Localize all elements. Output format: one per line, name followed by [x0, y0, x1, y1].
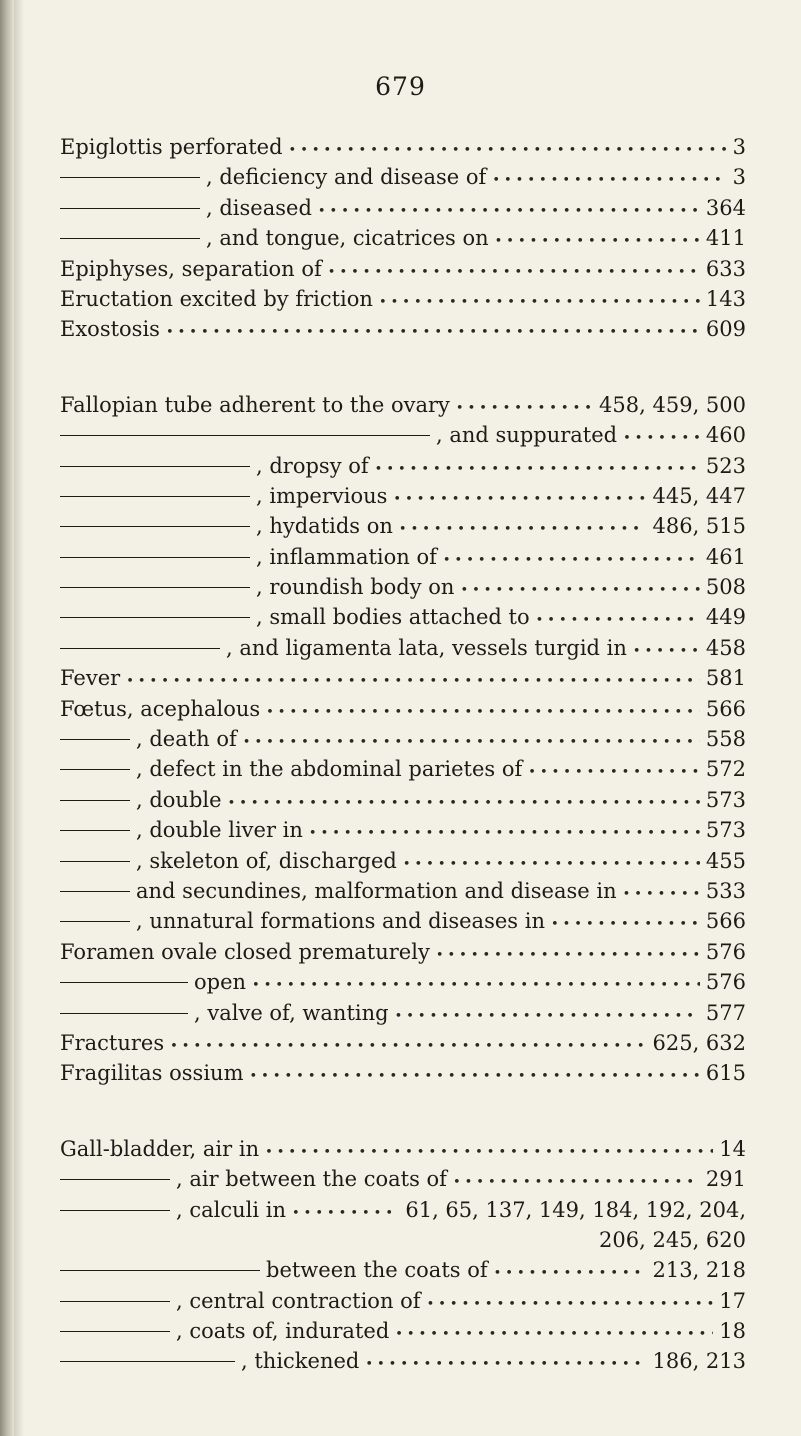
index-entry [60, 1137, 746, 1167]
entry-label: , central contraction of [176, 1288, 421, 1313]
ditto-rule [60, 587, 250, 588]
entry-label: Foramen ovale closed prematurely [60, 939, 430, 964]
index-entry [60, 257, 746, 287]
entry-label: Eructation excited by friction [60, 286, 373, 311]
entry-pages: 573 [705, 787, 746, 812]
ditto-rule [60, 1270, 260, 1271]
dot-leader [623, 887, 700, 902]
dot-leader [492, 173, 726, 188]
entry-pages: 460 [705, 423, 746, 448]
entry-label: between the coats of [266, 1258, 488, 1283]
index-entry [60, 1167, 746, 1197]
entry-pages: 186, 213 [652, 1349, 746, 1374]
ditto-rule [60, 861, 130, 862]
entry-pages: 445, 447 [652, 483, 746, 508]
dot-leader [126, 674, 700, 689]
entry-label: open [194, 970, 247, 995]
entry-pages: 576 [705, 970, 746, 995]
ditto-rule [60, 557, 250, 558]
entry-label: Fallopian tube adherent to the ovary [60, 392, 450, 417]
entry-pages: 486, 515 [652, 514, 746, 539]
index-entry [60, 423, 746, 453]
dot-leader [436, 948, 700, 963]
dot-leader [170, 1039, 646, 1054]
entry-pages: 17 [719, 1288, 746, 1313]
entry-label: , hydatids on [256, 514, 393, 539]
index-entry [60, 909, 746, 939]
entry-pages: 143 [705, 286, 746, 311]
ditto-rule [60, 921, 130, 922]
dot-leader [403, 857, 700, 872]
ditto-rule [60, 830, 130, 831]
ditto-rule [60, 1210, 170, 1211]
entry-pages: 572 [705, 757, 746, 782]
ditto-rule [60, 1301, 170, 1302]
ditto-rule [60, 208, 200, 209]
dot-leader [375, 462, 700, 477]
entry-pages: 61, 65, 137, 149, 184, 192, 204, [405, 1197, 746, 1222]
index-entry [60, 1319, 746, 1349]
entry-label: Fever [60, 666, 121, 691]
dot-leader [318, 204, 700, 219]
entry-label: and secundines, malformation and disease in [136, 878, 617, 903]
index-entry [60, 1198, 746, 1228]
entry-pages: 566 [705, 696, 746, 721]
entry-label: , coats of, indurated [176, 1319, 390, 1344]
dot-leader [456, 401, 593, 416]
entry-label: , small bodies attached to [256, 605, 530, 630]
ditto-rule [60, 526, 250, 527]
index-entry [60, 849, 746, 879]
entry-pages: 364 [705, 195, 746, 220]
entry-pages: 3 [732, 165, 746, 190]
index-entry-continuation [60, 1228, 746, 1258]
entry-label: Epiglottis perforated [60, 135, 283, 159]
index-entry [60, 757, 746, 787]
entry-label: , and suppurated [436, 423, 618, 448]
entry-label: , dropsy of [256, 453, 369, 478]
entry-pages: 213, 218 [652, 1258, 746, 1283]
dot-leader [395, 1327, 713, 1342]
index-entry [60, 545, 746, 575]
entry-label: Epiphyses, separation of [60, 256, 322, 281]
index-entry [60, 226, 746, 256]
index-entry [60, 605, 746, 635]
ditto-rule [60, 1361, 235, 1362]
dot-leader [265, 1145, 713, 1160]
book-spine-shadow [14, 0, 24, 1436]
dot-leader [292, 1206, 399, 1221]
entry-label: , skeleton of, discharged [136, 848, 397, 873]
page-number: 679 [375, 72, 426, 101]
entry-pages: 581 [705, 666, 746, 691]
entry-pages: 206, 245, 620 [599, 1227, 746, 1252]
index-entry [60, 317, 746, 347]
entry-pages: 576 [705, 939, 746, 964]
dot-leader [495, 234, 700, 249]
dot-leader [328, 265, 700, 280]
index-entry [60, 196, 746, 226]
index-entry [60, 940, 746, 970]
entry-label: , valve of, wanting [194, 1000, 389, 1025]
entry-label: , double liver in [136, 818, 303, 843]
entry-pages: 609 [705, 317, 746, 342]
entry-pages: 411 [705, 226, 746, 251]
entry-pages: 458, 459, 500 [599, 392, 746, 417]
dot-leader [243, 735, 700, 750]
ditto-rule [60, 177, 200, 178]
book-spine-edge [0, 0, 14, 1436]
entry-label: , and tongue, cicatrices on [206, 226, 489, 251]
entry-pages: 449 [705, 605, 746, 630]
ditto-rule [60, 1179, 170, 1180]
index-entry [60, 727, 746, 757]
ditto-rule [60, 891, 130, 892]
index-entry [60, 135, 746, 165]
index-entry [60, 1349, 746, 1379]
index-entry [60, 514, 746, 544]
entry-label: , death of [136, 727, 237, 752]
entry-label: , and ligamenta lata, vessels turgid in [226, 635, 627, 660]
index-entry [60, 454, 746, 484]
dot-leader [399, 522, 647, 537]
index-entry [60, 287, 746, 317]
index-entry [60, 879, 746, 909]
ditto-rule [60, 617, 250, 618]
entry-pages: 3 [732, 135, 746, 159]
entry-pages: 633 [705, 256, 746, 281]
entry-pages: 566 [705, 909, 746, 934]
entry-label: , calculi in [176, 1197, 286, 1222]
entry-pages: 533 [705, 878, 746, 903]
index-entry [60, 666, 746, 696]
entry-pages: 14 [719, 1136, 746, 1161]
ditto-rule [60, 466, 250, 467]
entry-label: , defect in the abdominal parietes of [136, 757, 523, 782]
dot-leader [460, 583, 699, 598]
section-gap [60, 1092, 746, 1137]
entry-pages: 458 [705, 635, 746, 660]
dot-leader [427, 1297, 714, 1312]
dot-leader [494, 1266, 647, 1281]
entry-pages: 523 [705, 453, 746, 478]
entry-label: , roundish body on [256, 575, 455, 600]
entry-label: Fragilitas ossium [60, 1061, 244, 1086]
dot-leader [443, 553, 700, 568]
entry-label: Gall-bladder, air in [60, 1136, 260, 1161]
dot-leader [528, 765, 700, 780]
dot-leader [633, 644, 700, 659]
entry-pages: 508 [705, 575, 746, 600]
dot-leader [551, 917, 700, 932]
entry-pages: 291 [705, 1167, 746, 1192]
entry-label: , double [136, 787, 222, 812]
ditto-rule [60, 1331, 170, 1332]
dot-leader [536, 613, 700, 628]
ditto-rule [60, 739, 130, 740]
index-entry [60, 165, 746, 195]
ditto-rule [60, 982, 188, 983]
index-entry [60, 788, 746, 818]
entry-label: , diseased [206, 195, 312, 220]
dot-leader [309, 826, 700, 841]
dot-leader [252, 978, 700, 993]
entry-label: , unnatural formations and diseases in [136, 909, 545, 934]
dot-leader [249, 1069, 699, 1084]
section-gap [60, 348, 746, 393]
entry-pages: 577 [705, 1000, 746, 1025]
ditto-rule [60, 435, 430, 436]
entry-pages: 615 [705, 1061, 746, 1086]
index-entry [60, 575, 746, 605]
entry-label: , impervious [256, 483, 388, 508]
entry-label: Exostosis [60, 317, 160, 342]
dot-leader [623, 431, 700, 446]
entry-pages: 461 [705, 544, 746, 569]
ditto-rule [60, 769, 130, 770]
index-entry [60, 1001, 746, 1031]
entry-label: Fractures [60, 1030, 165, 1055]
dot-leader [166, 325, 700, 340]
entry-label: Fœtus, acephalous [60, 696, 261, 721]
index-entry [60, 1061, 746, 1091]
ditto-rule [60, 496, 250, 497]
ditto-rule [60, 648, 220, 649]
ditto-rule [60, 800, 130, 801]
entry-label: , deficiency and disease of [206, 165, 487, 190]
index-entry [60, 1031, 746, 1061]
entry-pages: 625, 632 [652, 1030, 746, 1055]
index-entry [60, 697, 746, 727]
index-entry [60, 636, 746, 666]
index-entry [60, 970, 746, 1000]
ditto-rule [60, 1013, 188, 1014]
index-entries [60, 135, 746, 1380]
entry-label: , inflammation of [256, 544, 437, 569]
ditto-rule [60, 238, 200, 239]
index-entry [60, 484, 746, 514]
dot-leader [228, 796, 700, 811]
entry-label: , air between the coats of [176, 1167, 447, 1192]
entry-pages: 573 [705, 818, 746, 843]
dot-leader [379, 295, 700, 310]
entry-pages: 18 [719, 1319, 746, 1344]
dot-leader [395, 1009, 700, 1024]
entry-pages: 455 [705, 848, 746, 873]
index-entry [60, 393, 746, 423]
entry-label: , thickened [241, 1349, 360, 1374]
dot-leader [266, 705, 700, 720]
dot-leader [393, 492, 646, 507]
index-entry [60, 818, 746, 848]
dot-leader [365, 1357, 646, 1372]
index-entry [60, 1258, 746, 1288]
entry-pages: 558 [705, 727, 746, 752]
index-entry [60, 1289, 746, 1319]
dot-leader [453, 1175, 700, 1190]
dot-leader [289, 143, 727, 158]
